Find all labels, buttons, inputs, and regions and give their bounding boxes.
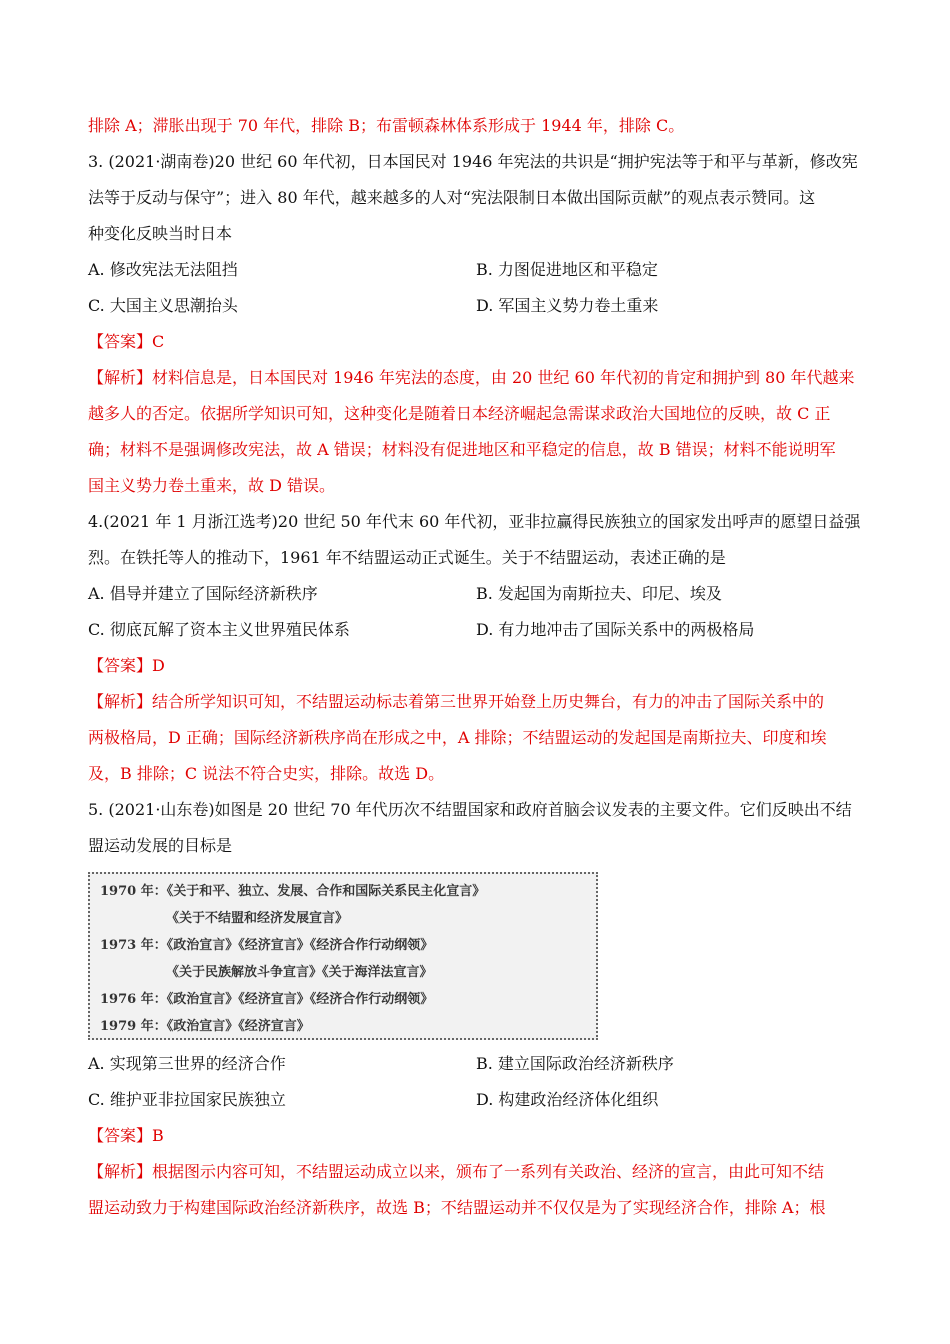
q4-answer: 【答案】D	[88, 656, 165, 675]
q5-option-c: C. 维护亚非拉国家民族独立	[88, 1090, 286, 1109]
q3-option-a: A. 修改宪法无法阻挡	[88, 260, 238, 279]
q3-option-d: D. 军国主义势力卷土重来	[476, 296, 659, 315]
figure-row-1970: 1970 年：《关于和平、独立、发展、合作和国际关系民主化宣言》	[100, 884, 486, 899]
figure-row-1973-cont: 《关于民族解放斗争宣言》《关于海洋法宣言》	[166, 965, 433, 980]
q4-option-c: C. 彻底瓦解了资本主义世界殖民体系	[88, 620, 350, 639]
q3-stem-1: 3. (2021·湖南卷)20 世纪 60 年代初，日本国民对 1946 年宪法的共识是“拥护宪法等于和平与革新，修改宪	[88, 152, 858, 171]
q5-answer: 【答案】B	[88, 1126, 164, 1145]
q4-explanation-1: 【解析】结合所学知识可知，不结盟运动标志着第三世界开始登上历史舞台，有力的冲击了国际关系中的	[88, 692, 825, 711]
q5-stem-1: 5. (2021·山东卷)如图是 20 世纪 70 年代历次不结盟国家和政府首脑会议发表的主要文件。它们反映出不结	[88, 800, 852, 819]
q4-option-b: B. 发起国为南斯拉夫、印尼、埃及	[476, 584, 722, 603]
q4-stem-2: 烈。在铁托等人的推动下，1961 年不结盟运动正式诞生。关于不结盟运动，表述正确的是	[88, 548, 726, 567]
q3-stem-2: 法等于反动与保守”；进入 80 年代，越来越多的人对“宪法限制日本做出国际贡献”的观点表示赞同。这	[88, 188, 816, 207]
q5-options-row-2	[88, 1082, 868, 1118]
q5-explanation-2: 盟运动致力于构建国际政治经济新秩序，故选 B；不结盟运动并不仅仅是为了实现经济合作，排除 A；根	[88, 1198, 826, 1217]
figure-row-1970-cont: 《关于不结盟和经济发展宣言》	[166, 911, 349, 926]
q3-answer: 【答案】C	[88, 332, 165, 351]
q5-stem-2: 盟运动发展的目标是	[88, 836, 233, 855]
figure-row-1976: 1976 年：《政治宣言》《经济宣言》《经济合作行动纲领》	[100, 992, 434, 1007]
q5-option-b: B. 建立国际政治经济新秩序	[476, 1054, 674, 1073]
figure-row-1979: 1979 年：《政治宣言》《经济宣言》	[100, 1019, 310, 1034]
figure-row-1973: 1973 年：《政治宣言》《经济宣言》《经济合作行动纲领》	[100, 938, 434, 953]
q3-explanation-4: 国主义势力卷土重来，故 D 错误。	[88, 476, 336, 495]
q3-stem-3: 种变化反映当时日本	[88, 224, 233, 243]
q3-options-row-2	[88, 288, 868, 324]
q5-options-row-1	[88, 1046, 868, 1082]
q3-options-row-1	[88, 252, 868, 288]
q5-explanation-1: 【解析】根据图示内容可知，不结盟运动成立以来，颁布了一系列有关政治、经济的宣言，由此可知不结	[88, 1162, 825, 1181]
q4-options-row-1	[88, 576, 868, 612]
q4-stem-1: 4.(2021 年 1 月浙江选考)20 世纪 50 年代末 60 年代初，亚非拉赢得民族独立的国家发出呼声的愿望日益强	[88, 512, 861, 531]
q5-documents-figure	[88, 872, 598, 1040]
q3-explanation-3: 确；材料不是强调修改宪法，故 A 错误；材料没有促进地区和平稳定的信息，故 B 错误；材料不能说明军	[88, 440, 836, 459]
q3-explanation-2: 越多人的否定。依据所学知识可知，这种变化是随着日本经济崛起急需谋求政治大国地位的反映，故 C 正	[88, 404, 831, 423]
q3-option-b: B. 力图促进地区和平稳定	[476, 260, 658, 279]
q4-explanation-3: 及，B 排除；C 说法不符合史实，排除。故选 D。	[88, 764, 445, 783]
document-page	[88, 108, 868, 1226]
q4-option-d: D. 有力地冲击了国际关系中的两极格局	[476, 620, 755, 639]
q4-option-a: A. 倡导并建立了国际经济新秩序	[88, 584, 318, 603]
q5-option-a: A. 实现第三世界的经济合作	[88, 1054, 286, 1073]
q5-option-d: D. 构建政治经济体化组织	[476, 1090, 659, 1109]
prev-explanation-tail: 排除 A；滞胀出现于 70 年代，排除 B；布雷顿森林体系形成于 1944 年，排除 C。	[88, 116, 685, 135]
q4-explanation-2: 两极格局，D 正确；国际经济新秩序尚在形成之中，A 排除；不结盟运动的发起国是南斯拉夫、印度和埃	[88, 728, 827, 747]
q3-explanation-1: 【解析】材料信息是，日本国民对 1946 年宪法的态度，由 20 世纪 60 年代初的肯定和拥护到 80 年代越来	[88, 368, 855, 387]
q4-options-row-2	[88, 612, 868, 648]
q3-option-c: C. 大国主义思潮抬头	[88, 296, 238, 315]
